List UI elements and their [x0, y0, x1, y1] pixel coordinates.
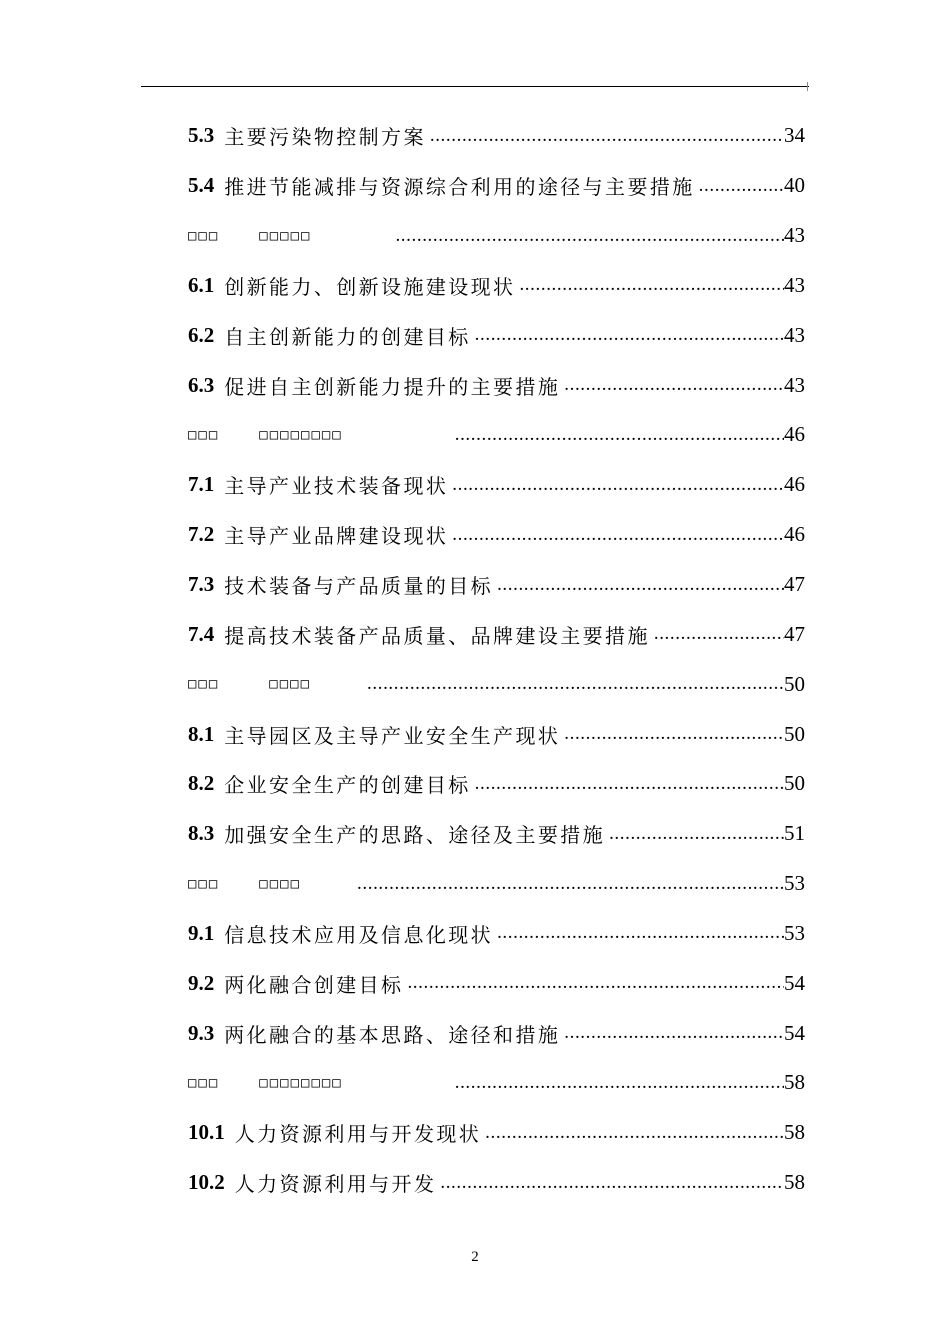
section-number: 8.1 [188, 721, 215, 746]
section-title: 推进节能减排与资源综合利用的途径与主要措施 [224, 175, 695, 200]
toc-entry-10-1[interactable] [188, 1108, 805, 1158]
toc-entry-7-4[interactable] [188, 609, 805, 659]
section-number: 9.2 [188, 970, 215, 995]
toc-entry-9-3[interactable] [188, 1008, 805, 1058]
section-title: 信息技术应用及信息化现状 [224, 922, 494, 947]
toc-entry-8-1[interactable] [188, 709, 805, 759]
page-number: 54 [784, 970, 805, 995]
section-title: 主导产业技术装备现状 [224, 474, 449, 499]
page-number: 46 [784, 522, 805, 547]
section-number: 7.1 [188, 472, 215, 497]
section-title: 创新能力、创新设施建设现状 [224, 274, 516, 299]
chapter-number: □□□ [188, 1074, 220, 1091]
section-number: 10.2 [188, 1170, 225, 1195]
dot-leader [430, 125, 784, 147]
section-title: 加强安全生产的思路、途径及主要措施 [224, 823, 606, 848]
section-title: 两化融合创建目标 [224, 972, 404, 997]
section-number: 6.2 [188, 322, 215, 347]
section-title: 促进自主创新能力提升的主要措施 [224, 374, 561, 399]
section-number: 9.1 [188, 920, 215, 945]
toc-entry-6-1[interactable] [188, 261, 805, 311]
page-number: 58 [784, 1170, 805, 1195]
page-number: 47 [784, 572, 805, 597]
dot-leader [440, 1172, 784, 1194]
chapter-number: □□□ [188, 227, 220, 244]
toc-entry-6-2[interactable] [188, 310, 805, 360]
section-number: 8.2 [188, 771, 215, 796]
toc-entry-8-3[interactable] [188, 809, 805, 859]
toc-entry-10-2[interactable] [188, 1158, 805, 1208]
section-title: 主要污染物控制方案 [224, 125, 426, 150]
section-title: 人力资源利用与开发 [234, 1172, 437, 1197]
page-number: 43 [784, 322, 805, 347]
section-title: 自主创新能力的创建目标 [224, 324, 471, 349]
page-number: 43 [784, 272, 805, 297]
page-number: 34 [784, 123, 805, 148]
footer-page-number: 2 [471, 1249, 479, 1265]
section-title: 主导产业品牌建设现状 [224, 524, 449, 549]
page-number: 46 [784, 472, 805, 497]
section-title: 主导园区及主导产业安全生产现状 [224, 723, 561, 748]
section-title: 技术装备与产品质量的目标 [224, 574, 494, 599]
dot-leader [564, 723, 784, 745]
page-number: 43 [784, 372, 805, 397]
section-number: 8.3 [188, 821, 215, 846]
dot-leader [452, 474, 784, 496]
section-number: 7.3 [188, 572, 215, 597]
chapter-title: □□□□□□□□ [259, 426, 343, 443]
chapter-title: □□□□□□□□ [259, 1074, 343, 1091]
dot-leader [407, 972, 784, 994]
page-number: 50 [784, 721, 805, 746]
page-number: 46 [784, 422, 805, 447]
chapter-title: □□□□ [269, 676, 312, 693]
toc-chapter-6[interactable] [188, 211, 805, 261]
dot-leader [609, 823, 784, 845]
chapter-number: □□□ [188, 875, 220, 892]
section-number: 6.3 [188, 372, 215, 397]
dot-leader [367, 673, 784, 695]
section-number: 10.1 [188, 1120, 225, 1145]
page-number: 43 [784, 223, 805, 248]
section-title: 企业安全生产的创建目标 [224, 773, 471, 798]
toc-chapter-8[interactable] [188, 659, 805, 709]
toc-chapter-7[interactable] [188, 410, 805, 460]
page-number: 58 [784, 1070, 805, 1095]
section-title: 提高技术装备产品质量、品牌建设主要措施 [224, 623, 650, 648]
chapter-number: □□□ [188, 426, 220, 443]
dot-leader [497, 574, 784, 596]
dot-leader [452, 524, 784, 546]
section-number: 5.4 [188, 173, 215, 198]
dot-leader [455, 1072, 784, 1094]
section-number: 6.1 [188, 272, 215, 297]
toc-entry-9-1[interactable] [188, 909, 805, 959]
page-number: 58 [784, 1120, 805, 1145]
toc-entry-5-4[interactable] [188, 161, 805, 211]
page-number: 50 [784, 771, 805, 796]
toc-entry-8-2[interactable] [188, 759, 805, 809]
toc-entry-7-1[interactable] [188, 460, 805, 510]
dot-leader [497, 922, 784, 944]
page-number: 50 [784, 671, 805, 696]
dot-leader [475, 324, 784, 346]
page-number: 53 [784, 871, 805, 896]
section-number: 9.3 [188, 1020, 215, 1045]
dot-leader [485, 1122, 784, 1144]
page-number: 47 [784, 621, 805, 646]
section-title: 人力资源利用与开发现状 [234, 1122, 482, 1147]
dot-leader [519, 274, 784, 296]
page-number: 40 [784, 173, 805, 198]
toc-entry-7-2[interactable] [188, 510, 805, 560]
header-rule [141, 86, 809, 87]
dot-leader [564, 1022, 784, 1044]
chapter-number: □□□ [188, 676, 220, 693]
table-of-contents [188, 111, 805, 1208]
toc-entry-6-3[interactable] [188, 360, 805, 410]
dot-leader [395, 225, 784, 247]
toc-entry-9-2[interactable] [188, 958, 805, 1008]
section-number: 7.2 [188, 522, 215, 547]
page-number: 51 [784, 821, 805, 846]
toc-chapter-9[interactable] [188, 859, 805, 909]
toc-entry-5-3[interactable] [188, 111, 805, 161]
page-number: 53 [784, 920, 805, 945]
dot-leader [654, 623, 784, 645]
chapter-title: □□□□□ [259, 227, 312, 244]
toc-entry-7-3[interactable] [188, 560, 805, 610]
toc-chapter-10[interactable] [188, 1058, 805, 1108]
section-title: 两化融合的基本思路、途径和措施 [224, 1022, 561, 1047]
dot-leader [475, 773, 784, 795]
dot-leader [455, 424, 784, 446]
page-number: 54 [784, 1020, 805, 1045]
dot-leader [357, 873, 784, 895]
chapter-title: □□□□ [259, 875, 302, 892]
dot-leader [564, 374, 784, 396]
section-number: 5.3 [188, 123, 215, 148]
dot-leader [699, 175, 784, 197]
header-mark [807, 82, 808, 91]
section-number: 7.4 [188, 621, 215, 646]
